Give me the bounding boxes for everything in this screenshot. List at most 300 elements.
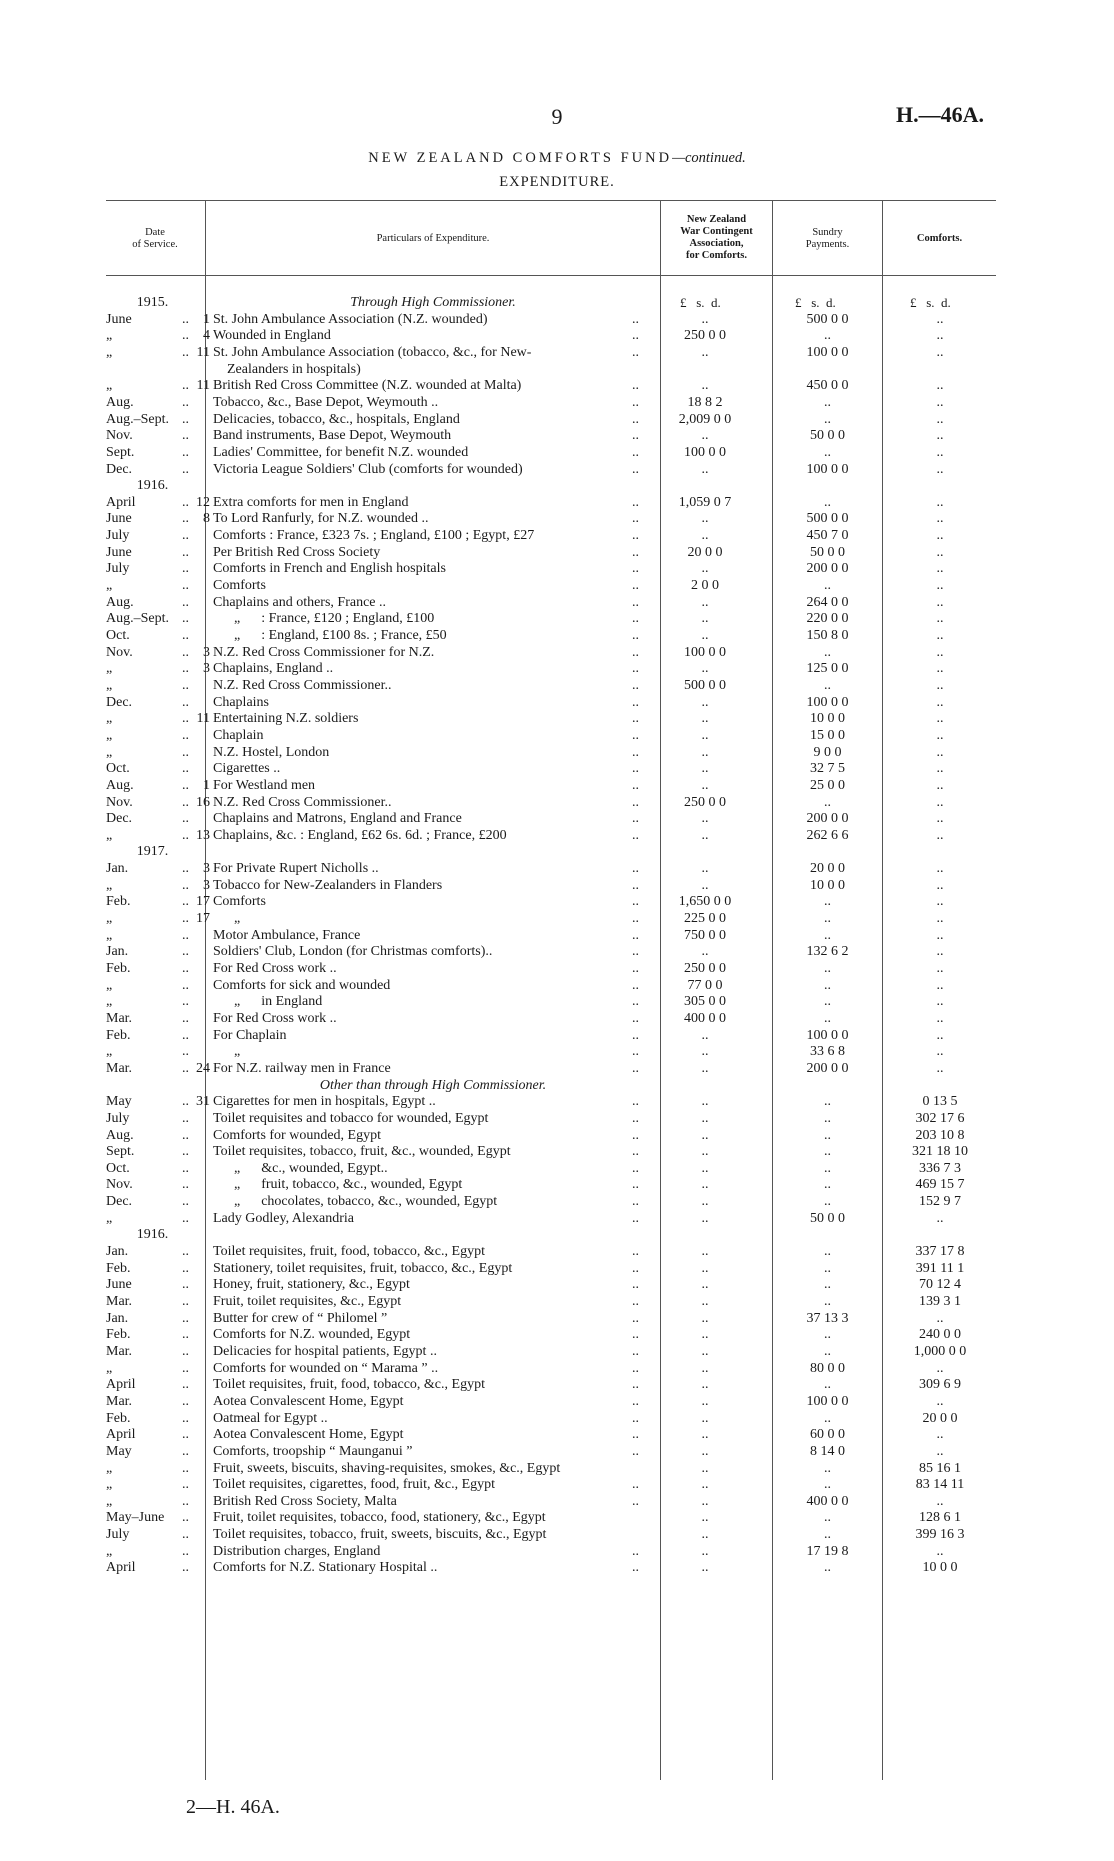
- nz-association-amount: ..: [701, 1310, 709, 1326]
- date-leader: ..: [182, 1343, 189, 1359]
- particulars-text: N.Z. Red Cross Commissioner for N.Z.: [213, 644, 435, 660]
- sundry-amount: 220 0 0: [806, 611, 849, 627]
- particulars-text: For N.Z. railway men in France: [213, 1060, 391, 1076]
- particulars-leader: ..: [632, 1543, 639, 1559]
- particulars-leader: ..: [632, 1010, 639, 1026]
- date-leader: ..: [182, 1277, 189, 1293]
- header-nz-line1: New Zealand: [686, 214, 747, 225]
- particulars-leader: ..: [632, 677, 639, 693]
- comforts-amount: ..: [936, 1493, 944, 1509]
- date-month: Dec.: [106, 1194, 133, 1210]
- comforts-amount: ..: [936, 461, 944, 477]
- page-subtitle: EXPENDITURE.: [499, 174, 615, 190]
- nz-association-amount: ..: [701, 1044, 709, 1060]
- nz-association-amount: ..: [701, 1443, 709, 1459]
- nz-association-amount: ..: [701, 661, 709, 677]
- particulars-text: „ fruit, tobacco, &c., wounded, Egypt: [213, 1177, 463, 1193]
- date-leader: ..: [182, 1194, 189, 1210]
- particulars-leader: ..: [632, 1060, 639, 1076]
- nz-association-amount: ..: [701, 594, 709, 610]
- table-row: [0, 1310, 1114, 1327]
- nz-association-amount: ..: [701, 1210, 709, 1226]
- nz-association-amount: ..: [701, 711, 709, 727]
- particulars-leader: ..: [632, 1477, 639, 1493]
- table-row: [0, 577, 1114, 594]
- date-leader: ..: [182, 1210, 189, 1226]
- sundry-amount: 100 0 0: [806, 461, 849, 477]
- particulars-leader: ..: [632, 378, 639, 394]
- table-row: [0, 1243, 1114, 1260]
- table-row: [0, 943, 1114, 960]
- particulars-text: Comforts in French and English hospitals: [213, 561, 446, 577]
- date-month: „: [106, 661, 113, 677]
- comforts-amount: ..: [936, 977, 944, 993]
- date-month: Mar.: [106, 1060, 133, 1076]
- particulars-leader: ..: [632, 1427, 639, 1443]
- date-month: April: [106, 1560, 136, 1576]
- sundry-amount: 50 0 0: [810, 428, 845, 444]
- table-row: [0, 477, 1114, 494]
- sundry-amount: 262 6 6: [806, 827, 849, 843]
- particulars-leader: ..: [632, 528, 639, 544]
- sundry-amount: 400 0 0: [806, 1493, 849, 1509]
- nz-association-amount: ..: [701, 344, 709, 360]
- particulars-leader: ..: [632, 628, 639, 643]
- table-row: [0, 527, 1114, 544]
- date-leader: ..: [182, 1160, 189, 1176]
- date-month: Nov.: [106, 794, 133, 810]
- particulars-text: Lady Godley, Alexandria: [213, 1210, 354, 1226]
- table-row: [0, 494, 1114, 511]
- particulars-text: „ : England, £100 8s. ; France, £50: [213, 628, 447, 643]
- date-leader: ..: [182, 1127, 189, 1143]
- particulars-text: Delicacies, tobacco, &c., hospitals, England: [213, 411, 460, 427]
- date-month: Mar.: [106, 1343, 133, 1359]
- date-leader: ..: [182, 694, 189, 710]
- table-row: [0, 1376, 1114, 1393]
- particulars-leader: ..: [632, 761, 639, 777]
- nz-association-amount: ..: [701, 628, 709, 643]
- date-day: 4: [203, 328, 210, 344]
- date-month: „: [106, 911, 113, 927]
- page-title: [0, 150, 1114, 167]
- table-row: [0, 710, 1114, 727]
- table-row: [0, 1127, 1114, 1144]
- date-day: 16: [196, 794, 210, 810]
- comforts-amount: ..: [936, 727, 944, 743]
- nz-association-amount: 305 0 0: [684, 994, 726, 1010]
- date-month: Feb.: [106, 1327, 131, 1343]
- particulars-text: „ chocolates, tobacco, &c., wounded, Egypt: [213, 1194, 498, 1210]
- table-row: [0, 1543, 1114, 1560]
- date-leader: ..: [182, 911, 189, 927]
- comforts-amount: 70 12 4: [919, 1277, 961, 1293]
- date-month: „: [106, 727, 113, 743]
- sundry-amount: ..: [824, 394, 831, 410]
- section-heading: Through High Commissioner.: [350, 295, 516, 310]
- table-row: [0, 1260, 1114, 1277]
- sundry-amount: 132 6 2: [806, 944, 849, 960]
- date-leader: ..: [182, 1144, 189, 1160]
- table-row: [0, 311, 1114, 328]
- sundry-amount: ..: [824, 1277, 831, 1293]
- sundry-amount: 33 6 8: [810, 1044, 845, 1060]
- nz-association-amount: 100 0 0: [684, 444, 726, 460]
- date-leader: ..: [182, 578, 189, 594]
- date-month: „: [106, 711, 113, 727]
- comforts-amount: 83 14 11: [915, 1477, 965, 1493]
- sundry-amount: ..: [824, 1294, 831, 1309]
- particulars-text: Chaplains: [213, 694, 269, 710]
- date-month: „: [106, 927, 113, 943]
- date-month: Jan.: [106, 861, 129, 877]
- date-leader: ..: [182, 344, 189, 360]
- date-month: „: [106, 1210, 113, 1226]
- table-row: [0, 560, 1114, 577]
- date-leader: ..: [182, 1327, 189, 1343]
- sundry-amount: ..: [824, 977, 831, 993]
- table-row: [0, 1443, 1114, 1460]
- page-footer: 2—H. 46A.: [186, 1796, 280, 1818]
- table-row: [0, 977, 1114, 994]
- nz-association-amount: ..: [701, 694, 709, 710]
- date-leader: ..: [182, 1543, 189, 1559]
- nz-association-amount: ..: [701, 1160, 709, 1176]
- particulars-leader: ..: [632, 494, 639, 510]
- particulars-text: Tobacco for New-Zealanders in Flanders: [213, 877, 443, 893]
- date-month: „: [106, 344, 113, 360]
- date-leader: ..: [182, 444, 189, 460]
- sundry-amount: ..: [824, 894, 831, 910]
- sundry-amount: 125 0 0: [806, 661, 849, 677]
- particulars-leader: ..: [632, 894, 639, 910]
- date-month: „: [106, 877, 113, 893]
- date-day: 11: [196, 378, 210, 394]
- comforts-amount: 240 0 0: [919, 1327, 961, 1343]
- nz-association-amount: ..: [701, 561, 709, 577]
- particulars-text: Toilet requisites and tobacco for wounded, Egypt: [213, 1110, 489, 1126]
- particulars-leader: ..: [632, 428, 639, 444]
- particulars-text: „ &c., wounded, Egypt..: [213, 1160, 388, 1176]
- particulars-text: Toilet requisites, fruit, food, tobacco, &c., Egypt: [213, 1244, 485, 1260]
- table-row: [0, 827, 1114, 844]
- particulars-leader: ..: [632, 1310, 639, 1326]
- particulars-leader: ..: [632, 1377, 639, 1393]
- sundry-amount: 200 0 0: [806, 811, 849, 827]
- header-particulars: Particulars of Expenditure.: [376, 233, 490, 244]
- particulars-text: Fruit, toilet requisites, &c., Egypt: [213, 1294, 402, 1309]
- particulars-leader: ..: [632, 1560, 639, 1576]
- sundry-amount: 150 8 0: [806, 628, 849, 643]
- nz-association-amount: ..: [701, 1527, 709, 1543]
- date-leader: ..: [182, 378, 189, 394]
- comforts-amount: ..: [936, 944, 944, 960]
- particulars-leader: ..: [632, 994, 639, 1010]
- comforts-amount: 337 17 8: [915, 1244, 965, 1260]
- particulars-text: Toilet requisites, tobacco, fruit, sweets, biscuits, &c., Egypt: [213, 1527, 547, 1543]
- nz-association-amount: ..: [701, 1110, 709, 1126]
- nz-association-amount: 2 0 0: [691, 578, 719, 594]
- table-rule-header: [106, 275, 996, 276]
- date-day: 1: [203, 311, 210, 327]
- date-leader: ..: [182, 1260, 189, 1276]
- nz-association-amount: ..: [701, 1327, 709, 1343]
- date-leader: ..: [182, 877, 189, 893]
- date-month: „: [106, 827, 113, 843]
- particulars-text: Chaplains, &c. : England, £62 6s. 6d. ; France, £200: [213, 827, 507, 843]
- particulars-leader: ..: [632, 594, 639, 610]
- nz-association-amount: ..: [701, 1560, 709, 1576]
- particulars-leader: ..: [632, 1044, 639, 1060]
- table-row: [0, 927, 1114, 944]
- particulars-text: Ladies' Committee, for benefit N.Z. wounded: [213, 444, 469, 460]
- comforts-amount: 399 16 3: [915, 1527, 965, 1543]
- table-row: [0, 794, 1114, 811]
- date-month: „: [106, 994, 113, 1010]
- table-row: [0, 860, 1114, 877]
- header-date: [106, 227, 204, 251]
- particulars-leader: ..: [632, 911, 639, 927]
- comforts-amount: ..: [936, 528, 944, 544]
- sundry-amount: ..: [824, 1260, 831, 1276]
- nz-association-amount: ..: [701, 461, 709, 477]
- date-month: June: [106, 511, 132, 527]
- particulars-text: Distribution charges, England: [213, 1543, 381, 1559]
- table-row: [0, 610, 1114, 627]
- date-month: Jan.: [106, 1310, 129, 1326]
- nz-association-amount: 250 0 0: [684, 961, 726, 976]
- sundry-amount: ..: [824, 677, 831, 693]
- date-month: July: [106, 561, 130, 577]
- table-row: [0, 1060, 1114, 1077]
- comforts-amount: ..: [936, 1360, 944, 1376]
- particulars-text: Comforts: [213, 894, 266, 910]
- table-row: [0, 910, 1114, 927]
- date-month: Mar.: [106, 1393, 133, 1409]
- date-leader: ..: [182, 961, 189, 976]
- date-day: 1: [203, 777, 210, 793]
- section-heading: Other than through High Commissioner.: [319, 1077, 547, 1093]
- particulars-text: Per British Red Cross Society: [213, 544, 381, 560]
- date-leader: ..: [182, 1393, 189, 1409]
- sundry-amount: ..: [824, 578, 831, 594]
- date-month: May: [106, 1443, 132, 1459]
- date-leader: ..: [182, 811, 189, 827]
- particulars-text: For Red Cross work ..: [213, 961, 337, 976]
- units-nz: £ s. d.: [680, 295, 721, 310]
- particulars-text: „: [213, 911, 241, 927]
- comforts-amount: ..: [936, 911, 944, 927]
- particulars-text: Wounded in England: [213, 328, 331, 344]
- comforts-amount: ..: [936, 777, 944, 793]
- particulars-leader: ..: [632, 927, 639, 943]
- nz-association-amount: 250 0 0: [684, 328, 726, 344]
- particulars-leader: ..: [632, 727, 639, 743]
- comforts-amount: ..: [936, 578, 944, 594]
- particulars-text: Extra comforts for men in England: [213, 494, 409, 510]
- comforts-amount: 85 16 1: [919, 1460, 961, 1476]
- date-month: Nov.: [106, 428, 133, 444]
- header-sundry-line2: Payments.: [805, 239, 850, 250]
- date-day: 8: [203, 511, 210, 527]
- nz-association-amount: ..: [701, 1543, 709, 1559]
- comforts-amount: ..: [936, 711, 944, 727]
- particulars-text: Stationery, toilet requisites, fruit, tobacco, &c., Egypt: [213, 1260, 513, 1276]
- particulars-leader: ..: [632, 711, 639, 727]
- nz-association-amount: ..: [701, 511, 709, 527]
- nz-association-amount: ..: [701, 1244, 709, 1260]
- date-leader: ..: [182, 1493, 189, 1509]
- date-month: Dec.: [106, 694, 133, 710]
- comforts-amount: ..: [936, 511, 944, 527]
- date-month: May–June: [106, 1510, 165, 1526]
- nz-association-amount: 1,650 0 0: [678, 894, 732, 910]
- nz-association-amount: ..: [701, 1144, 709, 1160]
- header-nz-line3: Association,: [689, 238, 744, 249]
- comforts-amount: ..: [936, 628, 944, 643]
- particulars-leader: ..: [632, 1360, 639, 1376]
- sundry-amount: 9 0 0: [813, 744, 842, 760]
- particulars-text: Motor Ambulance, France: [213, 927, 361, 943]
- date-month: April: [106, 1427, 136, 1443]
- date-leader: ..: [182, 1010, 189, 1026]
- table-row: [0, 1043, 1114, 1060]
- table-row: [0, 344, 1114, 361]
- sundry-amount: ..: [824, 794, 831, 810]
- date-leader: ..: [182, 761, 189, 777]
- table-row: [0, 1460, 1114, 1477]
- particulars-leader: ..: [632, 1194, 639, 1210]
- date-day: 11: [196, 344, 210, 360]
- particulars-leader: ..: [632, 1294, 639, 1309]
- table-row: [0, 1093, 1114, 1110]
- nz-association-amount: 20 0 0: [687, 544, 723, 560]
- date-day: 3: [203, 644, 210, 660]
- sundry-amount: 8 14 0: [810, 1443, 845, 1459]
- comforts-amount: ..: [936, 594, 944, 610]
- sundry-amount: ..: [824, 444, 831, 460]
- particulars-text: Tobacco, &c., Base Depot, Weymouth ..: [213, 394, 439, 410]
- comforts-amount: ..: [936, 1210, 944, 1226]
- date-leader: ..: [182, 461, 189, 477]
- nz-association-amount: 225 0 0: [684, 911, 726, 927]
- particulars-leader: ..: [632, 1393, 639, 1409]
- table-row: [0, 1509, 1114, 1526]
- particulars-text: Delicacies for hospital patients, Egypt ..: [213, 1343, 437, 1359]
- comforts-amount: ..: [936, 378, 944, 394]
- sundry-amount: 200 0 0: [806, 561, 849, 577]
- date-month: Jan.: [106, 944, 129, 960]
- date-month: Sept.: [106, 1144, 135, 1160]
- sundry-amount: ..: [824, 994, 831, 1010]
- sundry-amount: ..: [824, 328, 831, 344]
- nz-association-amount: 77 0 0: [687, 977, 723, 993]
- sundry-amount: 100 0 0: [806, 1027, 849, 1043]
- particulars-text: British Red Cross Society, Malta: [213, 1493, 397, 1509]
- date-month: Aug.: [106, 777, 134, 793]
- comforts-amount: ..: [936, 1443, 944, 1459]
- comforts-amount: ..: [936, 677, 944, 693]
- particulars-leader: ..: [632, 1177, 639, 1193]
- particulars-leader: ..: [632, 1210, 639, 1226]
- date-month: „: [106, 378, 113, 394]
- sundry-amount: ..: [824, 1377, 831, 1393]
- particulars-leader: ..: [632, 961, 639, 976]
- comforts-amount: ..: [936, 1044, 944, 1060]
- comforts-amount: 309 6 9: [919, 1377, 961, 1393]
- date-day: 24: [196, 1060, 210, 1076]
- particulars-leader: ..: [632, 461, 639, 477]
- table-row: [0, 1276, 1114, 1293]
- comforts-amount: ..: [936, 328, 944, 344]
- table-row: [0, 810, 1114, 827]
- comforts-amount: ..: [936, 428, 944, 444]
- particulars-leader: ..: [632, 1094, 639, 1110]
- date-leader: ..: [182, 677, 189, 693]
- sundry-amount: ..: [824, 1244, 831, 1260]
- date-leader: ..: [182, 977, 189, 993]
- date-leader: ..: [182, 1460, 189, 1476]
- date-leader: ..: [182, 1177, 189, 1193]
- particulars-text: „ in England: [213, 994, 323, 1010]
- date-month: Oct.: [106, 761, 130, 777]
- sundry-amount: 100 0 0: [806, 344, 849, 360]
- comforts-amount: 10 0 0: [922, 1560, 958, 1576]
- particulars-leader: ..: [632, 794, 639, 810]
- table-row: [0, 411, 1114, 428]
- date-month: Nov.: [106, 1177, 133, 1193]
- particulars-text: To Lord Ranfurly, for N.Z. wounded ..: [213, 511, 429, 527]
- date-leader: ..: [182, 311, 189, 327]
- table-row: [0, 744, 1114, 761]
- date-month: „: [106, 1460, 113, 1476]
- table-row: [0, 510, 1114, 527]
- particulars-text: Chaplain: [213, 727, 264, 743]
- date-day: 17: [196, 894, 210, 910]
- sundry-amount: ..: [824, 1160, 831, 1176]
- date-leader: ..: [182, 544, 189, 560]
- nz-association-amount: ..: [701, 861, 709, 877]
- comforts-amount: 20 0 0: [922, 1410, 958, 1426]
- particulars-text: Butter for crew of “ Philomel ”: [213, 1310, 388, 1326]
- sundry-amount: ..: [824, 1194, 831, 1210]
- particulars-text: Honey, fruit, stationery, &c., Egypt: [213, 1277, 410, 1293]
- comforts-amount: 1,000 0 0: [913, 1343, 967, 1359]
- nz-association-amount: ..: [701, 827, 709, 843]
- date-month: „: [106, 977, 113, 993]
- particulars-text: For Red Cross work ..: [213, 1010, 337, 1026]
- table-row: [0, 677, 1114, 694]
- particulars-text: N.Z. Red Cross Commissioner..: [213, 794, 392, 810]
- date-leader: ..: [182, 1427, 189, 1443]
- date-day: 3: [203, 661, 210, 677]
- date-month: Aug.: [106, 394, 134, 410]
- comforts-amount: ..: [936, 994, 944, 1010]
- nz-association-amount: ..: [701, 1510, 709, 1526]
- comforts-amount: 139 3 1: [919, 1294, 961, 1309]
- table-row: [0, 1210, 1114, 1227]
- sundry-amount: 500 0 0: [806, 311, 849, 327]
- date-leader: ..: [182, 1310, 189, 1326]
- date-leader: ..: [182, 1060, 189, 1076]
- date-month: Dec.: [106, 461, 133, 477]
- nz-association-amount: ..: [701, 1410, 709, 1426]
- comforts-amount: ..: [936, 411, 944, 427]
- date-leader: ..: [182, 827, 189, 843]
- comforts-amount: 469 15 7: [915, 1177, 965, 1193]
- date-day: 12: [196, 494, 210, 510]
- particulars-text: Toilet requisites, cigarettes, food, fruit, &c., Egypt: [213, 1477, 496, 1493]
